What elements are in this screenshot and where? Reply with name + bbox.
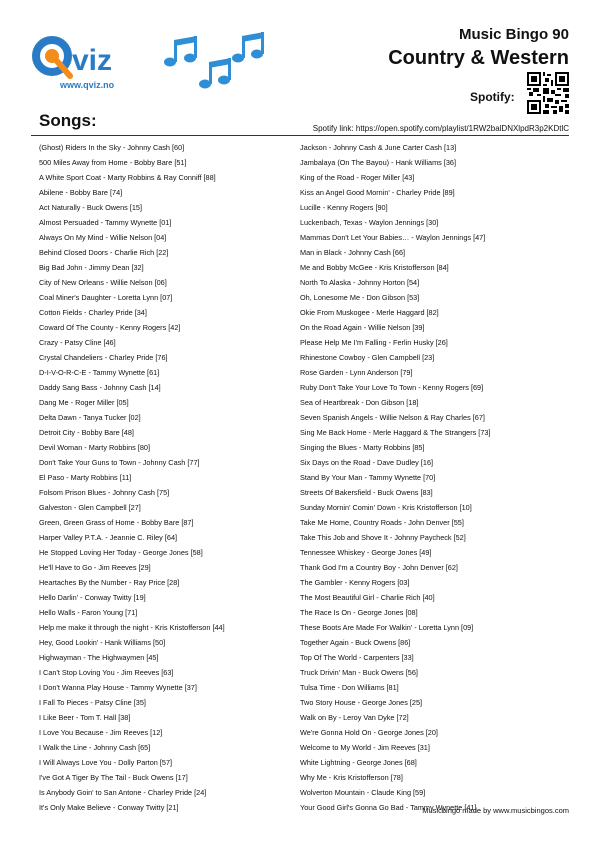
song-item: I've Got A Tiger By The Tail - Buck Owens [17] (39, 773, 188, 782)
song-item: Okie From Muskogee - Merle Haggard [82] (300, 308, 439, 317)
svg-text:viz: viz (72, 44, 113, 77)
song-item: Coward Of The County - Kenny Rogers [42] (39, 323, 181, 332)
song-item: Jackson - Johnny Cash & June Carter Cash [13] (300, 143, 457, 152)
logo-url: www.qviz.no (60, 80, 115, 90)
song-item: Harper Valley P.T.A. - Jeannie C. Riley [64] (39, 533, 178, 542)
song-item: The Race Is On - George Jones [08] (300, 608, 418, 617)
qviz-logo (30, 30, 142, 94)
song-item: Oh, Lonesome Me - Don Gibson [53] (300, 293, 420, 302)
song-item: The Most Beautiful Girl - Charlie Rich [40] (300, 593, 435, 602)
song-item: Always On My Mind - Willie Nelson [04] (39, 233, 167, 242)
song-item: I Fall To Pieces - Patsy Cline [35] (39, 698, 146, 707)
song-item: Take Me Home, Country Roads - John Denver [55] (300, 518, 464, 527)
song-item: Your Good Girl's Gonna Go Bad - Tammy Wynette [41] (300, 803, 477, 812)
song-item: Dang Me - Roger Miller [05] (39, 398, 129, 407)
qr-code-icon (527, 72, 569, 114)
song-item: Top Of The World - Carpenters [33] (300, 653, 414, 662)
song-item: Tulsa Time - Don Williams [81] (300, 683, 399, 692)
song-item: Walk on By - Leroy Van Dyke [72] (300, 713, 409, 722)
song-item: White Lightning - George Jones [68] (300, 758, 417, 767)
song-item: Singing the Blues - Marty Robbins [85] (300, 443, 425, 452)
song-item: Thank God I'm a Country Boy - John Denver [62] (300, 563, 458, 572)
song-item: Green, Green Grass of Home - Bobby Bare [87] (39, 518, 194, 527)
bingo-title: Music Bingo 90 (458, 26, 569, 43)
song-item: Sunday Mornin' Comin' Down - Kris Kristofferson [10] (300, 503, 472, 512)
song-item: Crazy - Patsy Cline [46] (39, 338, 116, 347)
song-item: Detroit City - Bobby Bare [48] (39, 428, 134, 437)
song-item: Heartaches By the Number - Ray Price [28] (39, 578, 180, 587)
song-item: Don't Take Your Guns to Town - Johnny Cash [77] (39, 458, 200, 467)
song-item: Hello Darlin' - Conway Twitty [19] (39, 593, 146, 602)
song-item: Stand By Your Man - Tammy Wynette [70] (300, 473, 436, 482)
song-item: It's Only Make Believe - Conway Twitty [21] (39, 803, 179, 812)
song-item: Me and Bobby McGee - Kris Kristofferson [84] (300, 263, 449, 272)
song-item: On the Road Again - Willie Nelson [39] (300, 323, 425, 332)
song-item: These Boots Are Made For Walkin' - Loretta Lynn [09] (300, 623, 474, 632)
song-item: I Like Beer - Tom T. Hall [38] (39, 713, 131, 722)
song-item: Sea of Heartbreak - Don Gibson [18] (300, 398, 419, 407)
song-item: Together Again - Buck Owens [86] (300, 638, 411, 647)
song-list-right (300, 140, 555, 815)
song-item: Hey, Good Lookin' - Hank Williams [50] (39, 638, 166, 647)
song-item: Delta Dawn - Tanya Tucker [02] (39, 413, 141, 422)
song-item: Abilene - Bobby Bare [74] (39, 188, 123, 197)
song-item: City of New Orleans - Willie Nelson [06] (39, 278, 167, 287)
song-item: Six Days on the Road - Dave Dudley [16] (300, 458, 434, 467)
song-item: The Gambler - Kenny Rogers [03] (300, 578, 410, 587)
song-item: North To Alaska - Johnny Horton [54] (300, 278, 420, 287)
genre-title: Country & Western (388, 47, 569, 69)
song-item: Devil Woman - Marty Robbins [80] (39, 443, 150, 452)
song-item: I Don't Wanna Play House - Tammy Wynette [37] (39, 683, 197, 692)
header-divider (31, 135, 569, 136)
song-item: Man in Black - Johnny Cash [66] (300, 248, 406, 257)
songs-heading: Songs: (39, 111, 97, 130)
music-notes-icon (160, 32, 265, 96)
song-item: Streets Of Bakersfield - Buck Owens [83] (300, 488, 433, 497)
song-item: D-I-V-O-R-C-E - Tammy Wynette [61] (39, 368, 160, 377)
song-item: I Walk the Line - Johnny Cash [65] (39, 743, 151, 752)
song-item: Behind Closed Doors - Charlie Rich [22] (39, 248, 169, 257)
song-list-left (39, 140, 294, 815)
song-item: Lucille - Kenny Rogers [90] (300, 203, 388, 212)
title-block (388, 26, 569, 70)
song-item: Rhinestone Cowboy - Glen Campbell [23] (300, 353, 435, 362)
song-item: Folsom Prison Blues - Johnny Cash [75] (39, 488, 170, 497)
song-item: Take This Job and Shove It - Johnny Paycheck [52] (300, 533, 466, 542)
song-item: Ruby Don't Take Your Love To Town - Kenny Rogers [69] (300, 383, 484, 392)
footer-credit: Musicbingo made by www.musicbingos.com (422, 806, 569, 815)
song-item: (Ghost) Riders In the Sky - Johnny Cash [60] (39, 143, 185, 152)
song-item: Mammas Don't Let Your Babies… - Waylon Jennings [47] (300, 233, 486, 242)
song-item: Tennessee Whiskey - George Jones [49] (300, 548, 432, 557)
song-item: Two Story House - George Jones [25] (300, 698, 423, 707)
song-item: Why Me - Kris Kristofferson [78] (300, 773, 403, 782)
spotify-label: Spotify: (470, 90, 515, 104)
song-item: Welcome to My World - Jim Reeves [31] (300, 743, 430, 752)
song-item: Cotton Fields - Charley Pride [34] (39, 308, 147, 317)
song-item: Help me make it through the night - Kris Kristofferson [44] (39, 623, 225, 632)
song-item: Kiss an Angel Good Mornin' - Charley Pride [89] (300, 188, 455, 197)
song-item: I Love You Because - Jim Reeves [12] (39, 728, 163, 737)
song-item: Crystal Chandeliers - Charley Pride [76] (39, 353, 168, 362)
song-item: Is Anybody Goin' to San Antone - Charley Pride [24] (39, 788, 207, 797)
song-item: A White Sport Coat - Marty Robbins & Ray Conniff [88] (39, 173, 216, 182)
song-item: 500 Miles Away from Home - Bobby Bare [51] (39, 158, 187, 167)
song-item: Hello Walls - Faron Young [71] (39, 608, 138, 617)
song-item: Galveston - Glen Campbell [27] (39, 503, 141, 512)
song-item: Act Naturally - Buck Owens [15] (39, 203, 143, 212)
song-item: Seven Spanish Angels - Willie Nelson & Ray Charles [67] (300, 413, 485, 422)
song-item: El Paso - Marty Robbins [11] (39, 473, 132, 482)
spotify-link[interactable]: Spotify link: https://open.spotify.com/playlist/1RW2balDNXlpdR3p2KDtlC (312, 124, 569, 133)
song-item: He Stopped Loving Her Today - George Jones [58] (39, 548, 203, 557)
song-item: Truck Drivin' Man - Buck Owens [56] (300, 668, 418, 677)
song-item: Rose Garden - Lynn Anderson [79] (300, 368, 413, 377)
song-item: We're Gonna Hold On - George Jones [20] (300, 728, 438, 737)
song-item: Almost Persuaded - Tammy Wynette [01] (39, 218, 172, 227)
song-item: Please Help Me I'm Falling - Ferlin Husky [26] (300, 338, 448, 347)
song-item: Coal Miner's Daughter - Loretta Lynn [07] (39, 293, 173, 302)
song-item: Luckenbach, Texas - Waylon Jennings [30] (300, 218, 439, 227)
song-item: Wolverton Mountain - Claude King [59] (300, 788, 426, 797)
song-item: Highwayman - The Highwaymen [45] (39, 653, 159, 662)
song-item: King of the Road - Roger Miller [43] (300, 173, 415, 182)
song-item: Daddy Sang Bass - Johnny Cash [14] (39, 383, 161, 392)
song-item: He'll Have to Go - Jim Reeves [29] (39, 563, 151, 572)
song-item: I Can't Stop Loving You - Jim Reeves [63] (39, 668, 174, 677)
song-item: Jambalaya (On The Bayou) - Hank Williams [36] (300, 158, 456, 167)
song-item: Big Bad John - Jimmy Dean [32] (39, 263, 144, 272)
song-item: Sing Me Back Home - Merle Haggard & The Strangers [73] (300, 428, 491, 437)
song-item: I Will Always Love You - Dolly Parton [57] (39, 758, 173, 767)
